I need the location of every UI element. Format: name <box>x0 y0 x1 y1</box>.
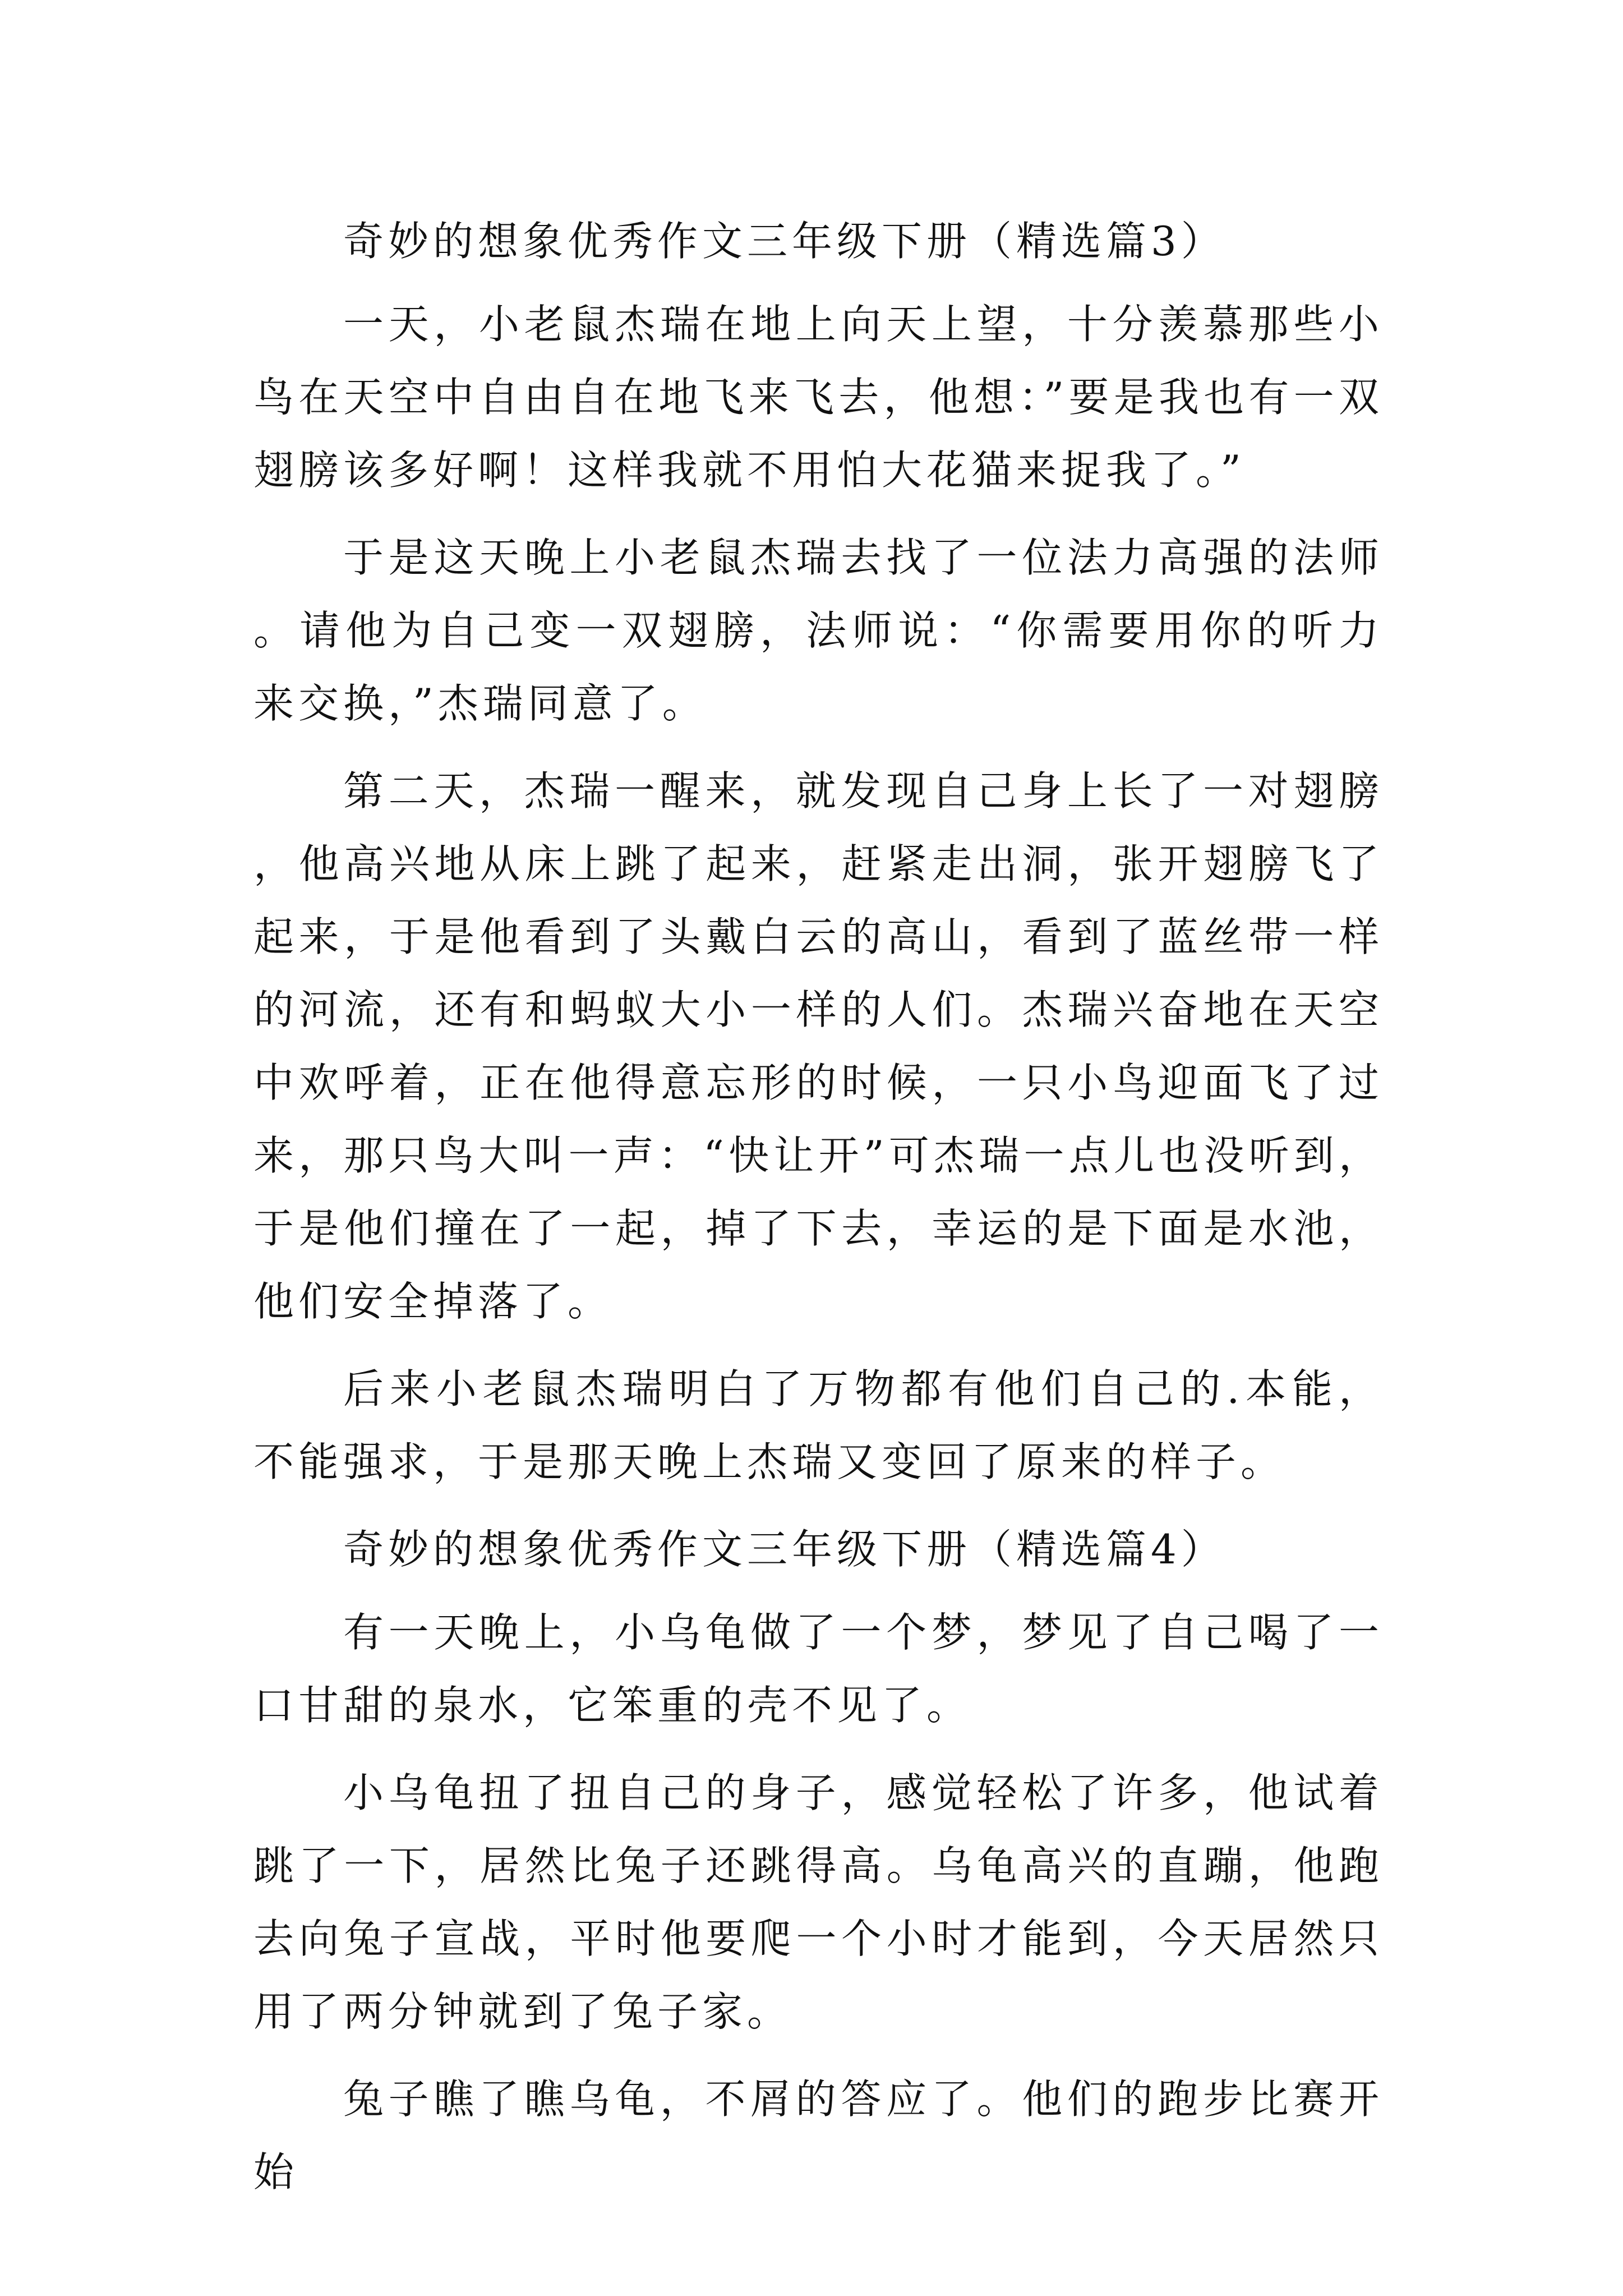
paragraph: 后来小老鼠杰瑞明白了万物都有他们自己的.本能，不能强求，于是那天晚上杰瑞又变回了原来的样子。 <box>253 1365 1384 1485</box>
paragraph: 兔子瞧了瞧乌龟，不屑的答应了。他们的跑步比赛开始 <box>253 2076 1384 2196</box>
paragraph: 一天，小老鼠杰瑞在地上向天上望，十分羡慕那些小鸟在天空中自由自在地飞来飞去，他想：”要是我也有一双翅膀该多好啊！这样我就不用怕大花猫来捉我了。” <box>253 301 1384 494</box>
section-heading: 奇妙的想象优秀作文三年级下册（精选篇4） <box>343 1526 1226 1573</box>
paragraph: 于是这天晚上小老鼠杰瑞去找了一位法力高强的法师。请他为自己变一双翅膀，法师说：“你需要用你的听力来交换，”杰瑞同意了。 <box>253 534 1384 727</box>
article-body <box>253 205 1384 2223</box>
paragraph: 第二天，杰瑞一醒来，就发现自己身上长了一对翅膀，他高兴地从床上跳了起来，赶紧走出洞，张开翅膀飞了起来，于是他看到了头戴白云的高山，看到了蓝丝带一样的河流，还有和蚂蚁大小一样的人们。杰瑞兴奋地在天空中欢呼着，正在他得意忘形的时候，一只小鸟迎面飞了过来，那只鸟大叫一声：“快让开”可杰瑞一点儿也没听到，于是他们撞在了一起，掉了下去，幸运的是下面是水池，他们安全掉落了。 <box>253 767 1384 1325</box>
paragraph: 有一天晚上，小乌龟做了一个梦，梦见了自己喝了一口甘甜的泉水，它笨重的壳不见了。 <box>253 1609 1384 1729</box>
section-heading: 奇妙的想象优秀作文三年级下册（精选篇3） <box>343 218 1226 265</box>
paragraph: 小乌龟扭了扭自己的身子，感觉轻松了许多，他试着跳了一下，居然比兔子还跳得高。乌龟高兴的直蹦，他跑去向兔子宣战，平时他要爬一个小时才能到，今天居然只用了两分钟就到了兔子家。 <box>253 1769 1384 2035</box>
